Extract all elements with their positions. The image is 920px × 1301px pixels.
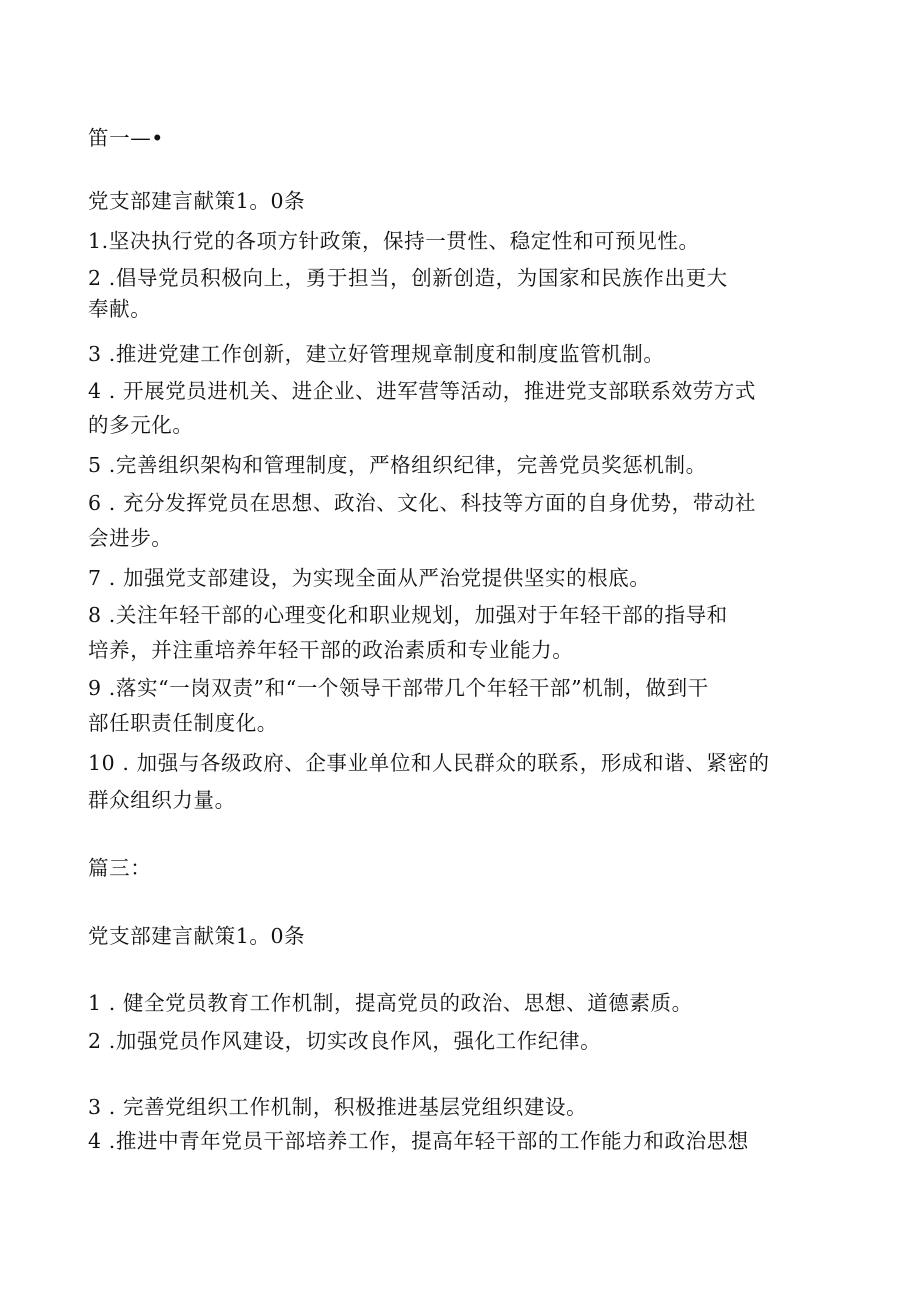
- section1-heading: 笛一—•: [88, 126, 164, 150]
- list-item-2-cont: 奉献。: [88, 297, 152, 321]
- list-item-2: 2 .倡导党员积极向上，勇于担当，创新创造，为国家和民族作出更大: [88, 266, 728, 290]
- list-item-9-cont: 部任职责任制度化。: [88, 711, 278, 735]
- list-item-7: 7 . 加强党支部建设，为实现全面从严治党提供坚实的根底。: [88, 566, 651, 590]
- list-item-4-cont: 的多元化。: [88, 413, 194, 437]
- section2-title: 党支部建言献策1。0条: [88, 924, 306, 948]
- list-item-3: 3 .推进党建工作创新，建立好管理规章制度和制度监管机制。: [88, 342, 665, 366]
- list-item-s2-4: 4 .推进中青年党员干部培养工作，提高年轻干部的工作能力和政治思想: [88, 1129, 749, 1153]
- list-item-10-cont: 群众组织力量。: [88, 788, 236, 812]
- list-item-8: 8 .关注年轻干部的心理变化和职业规划，加强对于年轻干部的指导和: [88, 603, 728, 627]
- list-item-1: 1.坚决执行党的各项方针政策，保持一贯性、稳定性和可预见性。: [88, 229, 700, 253]
- list-item-8-cont: 培养，并注重培养年轻干部的政治素质和专业能力。: [88, 638, 574, 662]
- section1-title: 党支部建言献策1。0条: [88, 189, 306, 213]
- list-item-10: 10 . 加强与各级政府、企事业单位和人民群众的联系，形成和谐、紧密的: [88, 751, 770, 775]
- list-item-s2-2: 2 .加强党员作风建设，切实改良作风，强化工作纪律。: [88, 1029, 602, 1053]
- list-item-9: 9 .落实“一岗双责”和“一个领导干部带几个年轻干部”机制，做到干: [88, 676, 709, 700]
- section2-heading: 篇三：: [88, 856, 152, 880]
- list-item-4: 4 . 开展党员进机关、进企业、进军营等活动，推进党支部联系效劳方式: [88, 379, 756, 403]
- list-item-s2-1: 1 . 健全党员教育工作机制，提高党员的政治、思想、道德素质。: [88, 991, 693, 1015]
- list-item-s2-3: 3 . 完善党组织工作机制，积极推进基层党组织建设。: [88, 1095, 588, 1119]
- list-item-6: 6 . 充分发挥党员在思想、政治、文化、科技等方面的自身优势，带动社: [88, 491, 756, 515]
- list-item-5: 5 .完善组织架构和管理制度，严格组织纪律，完善党员奖惩机制。: [88, 453, 707, 477]
- list-item-6-cont: 会进步。: [88, 526, 173, 550]
